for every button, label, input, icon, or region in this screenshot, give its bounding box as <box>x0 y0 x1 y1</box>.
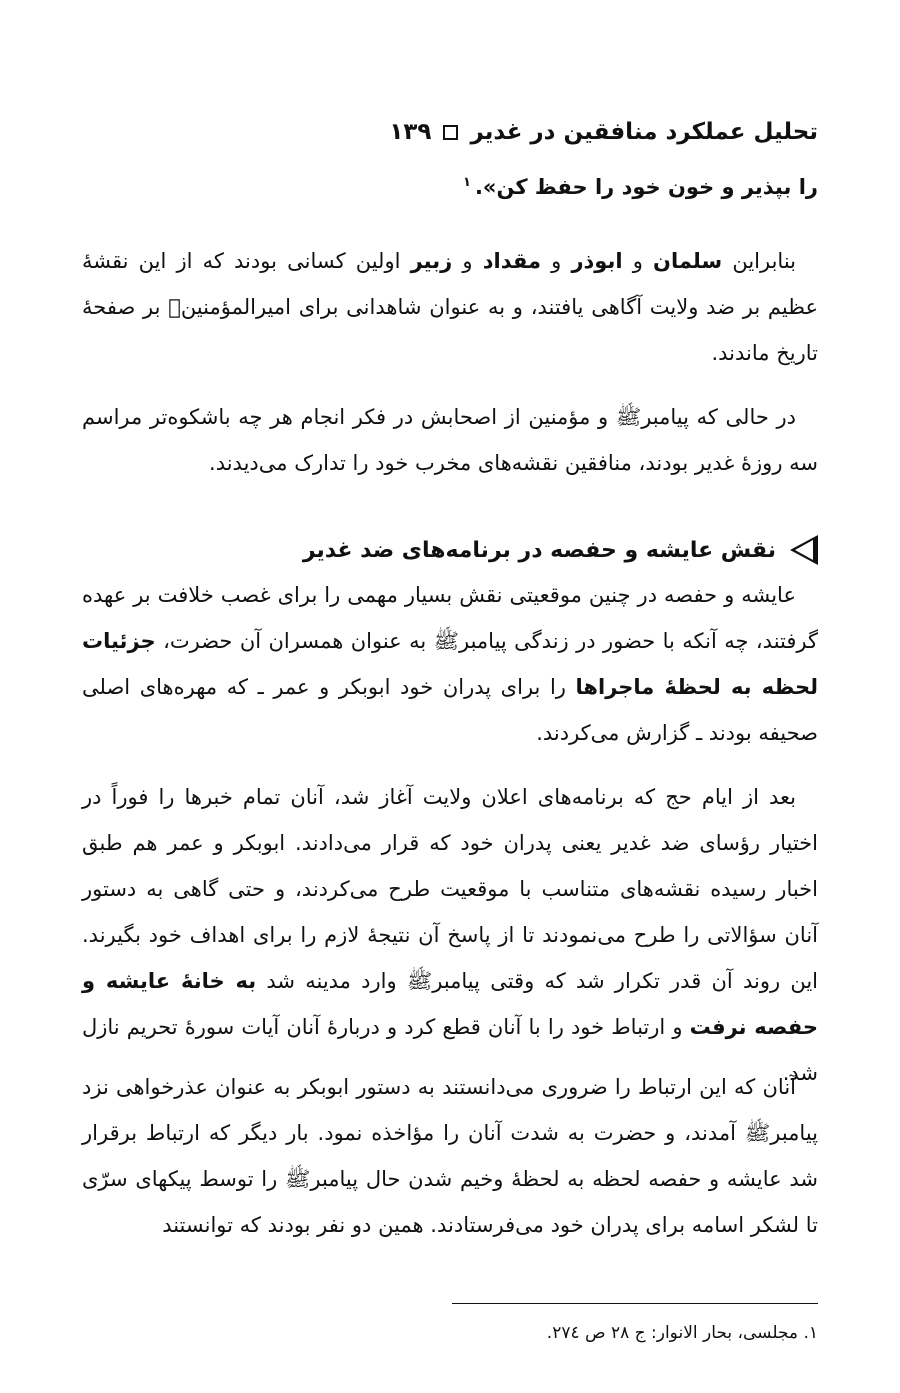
separator-square-icon <box>443 125 458 140</box>
section-heading <box>82 530 818 570</box>
bold-name: سلمان <box>653 249 723 273</box>
paragraph-quote-end <box>82 160 818 210</box>
bold-name: ابوذر <box>571 249 623 273</box>
section-heading-block <box>82 530 818 570</box>
footnote-text: ١. مجلسی، بحار الانوار: ج ٢٨ ص ٢٧٤. <box>546 1323 818 1343</box>
section-heading-text: نقش عایشه و حفصه در برنامه‌های ضد غدیر <box>302 537 776 563</box>
paragraph-2-text: در حالی که پیامبرﷺ و مؤمنین از اصحابش در فکر انجام هر چه باشکوه‌تر مراسم سه روزهٔ غدیر بودند، منافقین نقشه‌های مخرب خود را تدارک می‌دیدند. <box>82 405 818 475</box>
text-run: بنابراین <box>722 249 797 273</box>
paragraph-4 <box>82 774 818 1096</box>
text-run: و <box>540 249 572 273</box>
text-run: بعد از ایام حج که برنامه‌های اعلان ولایت آغاز شد، آنان تمام خبرها را فوراً در اختیار رؤسای ضد غدیر یعنی پدران خود که قرار می‌دادند. ابوبکر و عمر هم طبق اخبار رسیده نقشه‌های متناسب با موقعیت طرح می‌کردند، و حتی گاهی به دستور آنان سؤالاتی را طرح می‌نمودند تا از پاسخ آن نتیجهٔ لازم را برای اهداف خود بگیرند. این روند آن قدر تکرار شد که وقتی پیامبرﷺ وارد مدینه شد <box>82 785 818 993</box>
running-header <box>82 112 818 152</box>
paragraph-5 <box>82 1064 818 1248</box>
paragraph-1 <box>82 238 818 376</box>
bold-phrase: جزئیات لحظه به لحظهٔ ماجراها <box>82 629 818 699</box>
page-number: ١٣٩ <box>389 119 432 145</box>
footnote-divider <box>452 1303 818 1304</box>
quote-text: را بپذیر و خون خود را حفظ کن». <box>474 175 818 199</box>
triangle-marker-icon <box>790 535 818 565</box>
paragraph-5-text: آنان که این ارتباط را ضروری می‌دانستند به دستور ابوبکر به عنوان عذرخواهی نزد پیامبرﷺ آمدند، و حضرت به شدت آنان را مؤاخذه نمود. بار دیگر که ارتباط برقرار شد عایشه و حفصه لحظه به لحظهٔ وخیم شدن حال پیامبرﷺ را توسط پیکهای سرّی تا لشکر اسامه برای پدران خود می‌فرستادند. همین دو نفر بودند که توانستند <box>82 1075 818 1237</box>
text-run: را برای پدران خود ابوبکر و عمر ـ که مهره‌های اصلی صحیفه بودند ـ گزارش می‌کردند. <box>82 675 818 745</box>
footnote-reference: ١ <box>463 175 471 190</box>
bold-phrase: به خانهٔ عایشه و حفصه نرفت <box>82 969 818 1039</box>
text-run: و <box>622 249 654 273</box>
text-run: و <box>452 249 483 273</box>
paragraph-3 <box>82 572 818 756</box>
text-run: عایشه و حفصه در چنین موقعیتی نقش بسیار مهمی را برای غصب خلافت بر عهده گرفتند، چه آنکه با حضور در زندگی پیامبرﷺ به عنوان همسران آن حضرت، <box>82 583 818 653</box>
page-title: تحلیل عملکرد منافقین در غدیر <box>470 119 818 145</box>
bold-name: مقداد <box>482 249 541 273</box>
bold-name: زبیر <box>410 249 453 273</box>
text-run: و ارتباط خود را با آنان قطع کرد و دربارهٔ آنان آیات سورهٔ تحریم نازل شد. <box>82 1015 818 1085</box>
paragraph-2 <box>82 394 818 486</box>
text-run: اولین کسانی بودند که از این نقشهٔ عظیم بر ضد ولایت آگاهی یافتند، و به عنوان شاهدانی برای امیرالمؤمنین﷣ بر صفحهٔ تاریخ ماندند. <box>82 249 818 365</box>
footnote <box>82 1318 818 1348</box>
